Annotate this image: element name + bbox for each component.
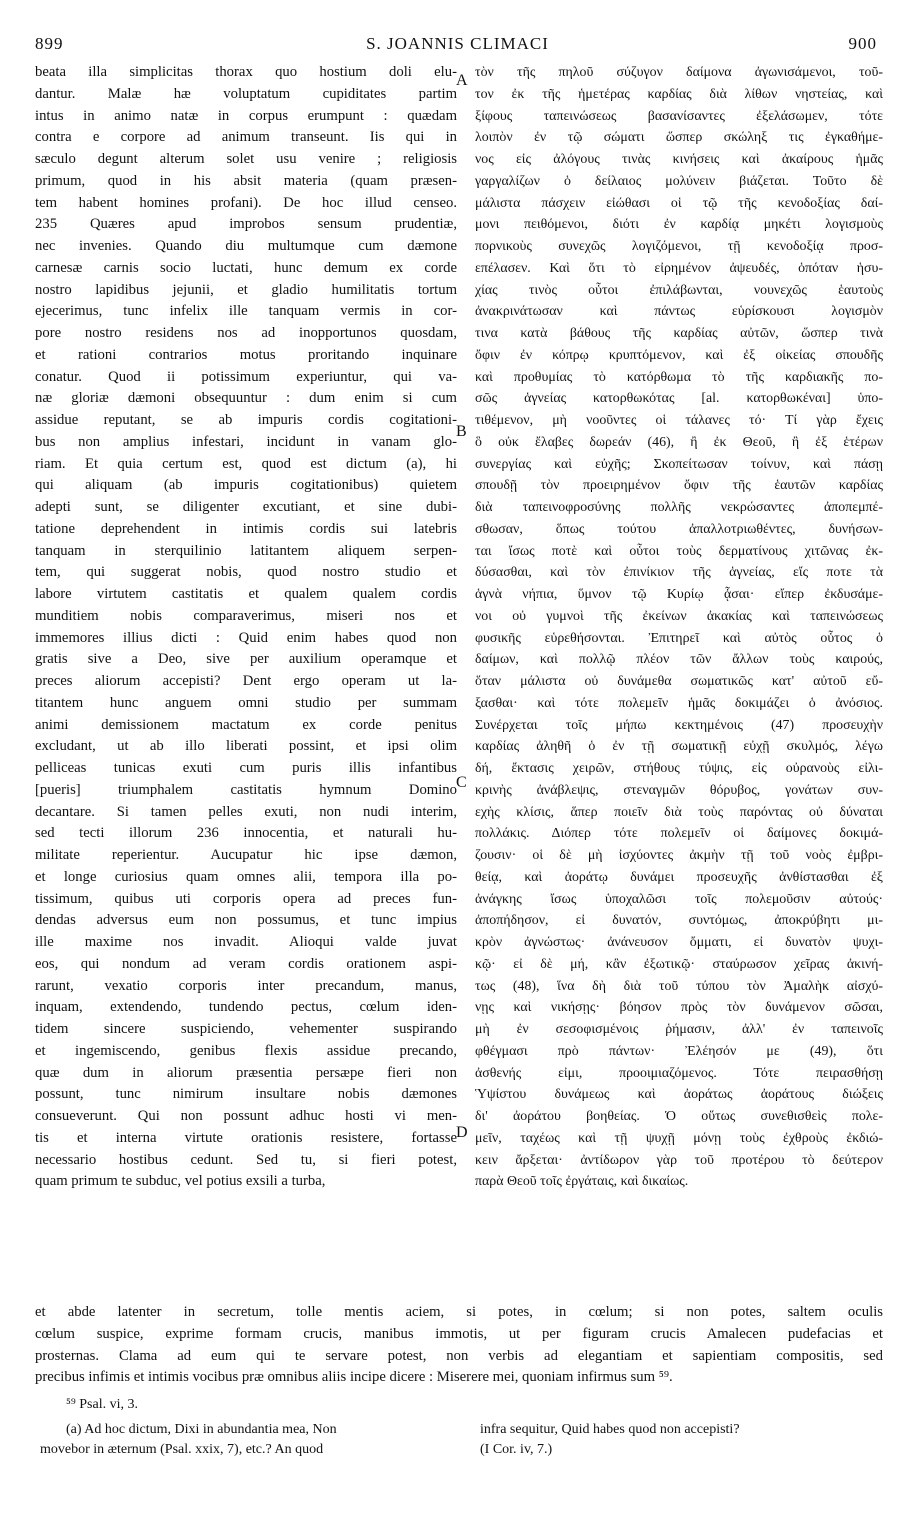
latin-text-line: sæculo degunt alterum solet usu venire ; religiosis xyxy=(35,151,457,167)
greek-text-line: καὶ προθυμίας τὸ κατόρθωμα τὸ τῆς καρδιακῆς πο- xyxy=(475,369,883,385)
latin-text-line: carnesæ carnis socio luctati, hunc demum ex corde xyxy=(35,259,457,276)
footnote-a-line: (a) Ad hoc dictum, Dixi in abundantia mea, Non xyxy=(66,1422,337,1437)
latin-text-line: tatione deprehendent in intimis cordis sui latebris xyxy=(35,520,457,537)
latin-text-line: nec invenies. Quando diu multumque cum dæmone xyxy=(35,238,457,254)
greek-text-line: ὅταν μάλιστα οὐ δυνάμεθα σωματικῶς κατ' αὐτοῦ εὔ- xyxy=(475,674,883,689)
footnote-psalm-reference: ⁵⁹ Psal. vi, 3. xyxy=(66,1397,138,1412)
latin-text-column xyxy=(35,62,457,1193)
greek-text-line: ζουσιν· οἱ δὲ μὴ ἰσχύοντες ἀκμὴν τῇ τοῦ νοὸς ἐμβρι- xyxy=(475,848,883,863)
greek-text-line: κῷ· εἰ δὲ μή, κἂν ἐξωτικῷ· σταύρωσον χεῖρας ἀκινή- xyxy=(475,956,883,972)
latin-text-line: contra e corpore ad animum transeunt. Iis qui in xyxy=(35,129,457,146)
latin-text-line: 235 Quæres apud improbos sensum prudentiæ, xyxy=(35,216,457,233)
greek-text-line: τον ἐκ τῆς ἡμετέρας καρδίας διὰ λίθων νηστείας, καὶ xyxy=(475,86,883,102)
greek-text-line: σπουδῇ τὸν προειρημένον ὄφιν τῆς ἑαυτῶν καρδίας xyxy=(475,478,883,494)
full-width-text-line: prosternas. Clama ad eum qui te servare potest, non verbis ad elegantiam et sapientiam compositis, sed xyxy=(35,1347,883,1364)
greek-text-line: παρὰ Θεοῦ τοῖς ἐργάταις, καὶ δικαίως. xyxy=(475,1174,689,1190)
greek-text-line: διὰ ταπεινοφροσύνης πολλῆς νεκρώσαντες ἀποπεμπέ- xyxy=(475,500,883,515)
latin-text-line: sed tecti illorum 236 innocentia, et naturali hu- xyxy=(35,825,457,842)
greek-text-line: χίας τινὸς οὗτοι ἐπιλάβωνται, νουνεχῶς ἑαυτοὺς xyxy=(475,282,883,298)
greek-text-line: μὴ ἐν σεσοφισμένοις ῥήμασιν, ἀλλ' ἐν ταπεινοῖς xyxy=(475,1022,883,1037)
latin-text-line: militate reperientur. Aucupatur hic ipse dæmon, xyxy=(35,847,457,863)
latin-text-line: immemores illius dicti : Quid enim habes quod non xyxy=(35,629,457,646)
latin-text-line: qui aliquam (ab impuris cogitationibus) quietem xyxy=(35,477,457,494)
greek-text-line: σθωσαν, ὅπως τούτου ἀπαλλοτριωθέντες, δυνήσων- xyxy=(475,521,883,537)
footnote-continuation-line: (I Cor. iv, 7.) xyxy=(480,1442,553,1457)
left-page-number: 899 xyxy=(35,34,64,53)
latin-text-line: tissimum, quibus uti corporis opera ad preces fun- xyxy=(35,890,457,907)
latin-text-line: ille maxime nos invadit. Alioqui valde juvat xyxy=(35,934,457,950)
greek-text-line: τινα κατὰ βάθους τῆς καρδίας αὐτῶν, ὥσπερ τινὰ xyxy=(475,326,883,341)
greek-text-line: κρὸν ἀγνώστως· ἀνάνευσον ὄμματι, εἰ δυνατὸν ψυχι- xyxy=(475,935,883,950)
greek-text-line: κειν ἄρξεται· ἀντίδωρον γὰρ τοῦ προτέρου τὸ δεύτερον xyxy=(475,1152,883,1168)
greek-text-line: ὃ οὐκ ἔλαβες δωρεάν (46), ἢ ἐκ Θεοῦ, ἢ ἐξ ἑτέρων xyxy=(475,434,883,450)
greek-text-line: συνεργίας καὶ εὐχῆς; Σκοπείτωσαν τοίνυν, καὶ πάσῃ xyxy=(475,456,883,472)
latin-text-line: riam. Et quia certum est, quod est dictum (a), hi xyxy=(35,455,457,472)
latin-text-line: et rationi contrarios motus proritando inquinare xyxy=(35,346,457,363)
latin-text-line: decantare. Si tamen pelles exuti, non nudi interim, xyxy=(35,803,457,820)
latin-text-line: eos, qui nondum ad veram cordis orationem aspi- xyxy=(35,955,457,972)
margin-letter-c: C xyxy=(456,774,467,791)
latin-text-line: labore virtutem castitatis et qualem qualem cordis xyxy=(35,586,457,602)
margin-letter-b: B xyxy=(456,423,467,440)
footnote-a-line: movebor in æternum (Psal. xxix, 7), etc.? An quod xyxy=(40,1442,324,1457)
greek-text-line: δαίμων, καὶ πολλῷ πλέον τῶν ἄλλων τοὺς καιρούς, xyxy=(475,652,883,668)
greek-text-line: πορνικοὺς συνεχῶς λογιζόμενοι, τῇ κενοδοξίᾳ προσ- xyxy=(475,239,883,254)
greek-text-line: νος εἰς ἀλόγους τινὰς κινήσεις καὶ ἀκαίρους ἡμᾶς xyxy=(475,152,883,167)
greek-text-line: ἀνάγκης ἴσως ὑποχαλῶσι τοῖς πολεμοῦσιν αὐτούς· xyxy=(475,891,883,907)
latin-text-line: et longe curiosius quam omnes alii, tempora illa po- xyxy=(35,868,457,885)
greek-text-line: καρδίας ἀληθῆ ὁ ἐν τῇ σωματικῇ εὐχῇ σκυλμός, λέγω xyxy=(475,739,883,755)
greek-text-line: τὸν τῆς πηλοῦ σύζυγον δαίμονα ἀγωνισάμενοι, τοῦ- xyxy=(475,65,883,80)
latin-text-line: excludant, ut ab illo liberati possint, et ipsi olim xyxy=(35,738,457,755)
greek-text-line: φυσικῆς εὑρεθήσονται. Ἐπιτηρεῖ καὶ αὐτὸς οὗτος ὁ xyxy=(475,630,883,646)
latin-text-line: animi demissionem mactatum ex corde penitus xyxy=(35,716,457,733)
greek-text-line: Συνέρχεται τοῖς μήπω κεκτημένοις (47) προσευχὴν xyxy=(475,717,883,733)
footnote-continuation-line: infra sequitur, Quid habes quod non accepisti? xyxy=(480,1422,740,1437)
full-width-text-line: precibus infimis et intimis vocibus præ omnibus aliis incipe dicere : Miserere mei, quoniam infirmus sum ⁵⁹. xyxy=(35,1369,673,1386)
latin-text-line: tem, qui suggerat nobis, quod nostro studio et xyxy=(35,564,457,581)
latin-text-line: tis et interna virtute orationis resistere, fortasse xyxy=(35,1129,457,1146)
latin-text-line: munditiem nobis comparaverimus, miseri nos et xyxy=(35,607,457,624)
greek-text-line: δή, ἔκτασις χειρῶν, στήθους τύψις, εἰς οὐρανοὺς εἰλι- xyxy=(475,761,883,776)
latin-text-line: quam primum te subduc, vel potius exsili a turba, xyxy=(35,1173,326,1190)
greek-text-line: λοιπὸν ἐν τῷ σώματι ὥσπερ σκώληξ τις ἐγκαθήμε- xyxy=(475,130,883,146)
latin-text-line: [pueris] triumphalem castitatis hymnum Domino xyxy=(35,781,457,798)
latin-text-line: assidue reputant, se ab impuris cordis cogitationi- xyxy=(35,412,457,428)
greek-text-line: νῃς καὶ νικήσῃς· βόησον πρὸς τὸν δυνάμενον σῶσαι, xyxy=(475,1000,883,1016)
greek-text-line: εχὴς κλίσις, ἅπερ ποιεῖν διὰ τοὺς παρόντας οὐ δύναται xyxy=(475,804,883,820)
latin-text-line: tanquam in sterquilinio latitantem aliquem serpen- xyxy=(35,542,457,559)
latin-text-line: beata illa simplicitas thorax quo hostium doli elu- xyxy=(35,64,457,80)
latin-text-line: inquam, extendendo, tundendo pectus, cœlum iden- xyxy=(35,999,457,1016)
greek-text-line: ἁγνὰ νήπια, ὕμνον τῷ Κυρίῳ ᾆσαι· εἴπερ ἐκδυσάμε- xyxy=(475,587,883,602)
greek-text-column xyxy=(475,62,883,1193)
latin-text-line: conatur. Quod ii potissimum experiuntur, qui va- xyxy=(35,368,457,385)
latin-text-line: necessario hostibus cedunt. Sed tu, si fieri potest, xyxy=(35,1151,457,1168)
margin-letter-a: A xyxy=(456,72,468,89)
latin-text-line: quæ dum in aliorum præsentia persæpe fieri non xyxy=(35,1064,457,1081)
full-width-latin-text xyxy=(35,1302,883,1389)
greek-text-line: σῶς ἁγνείας κατορθωκότας [al. κατορθωκέναι] ὑπο- xyxy=(475,391,883,407)
latin-text-line: pore nostro residens nos ad inopportunos quosdam, xyxy=(35,325,457,341)
greek-text-line: μονι πειθόμενοι, διότι ἐν καρδίᾳ μηκέτι λογισμοὺς xyxy=(475,217,883,233)
greek-text-line: Ὑψίστου δυνάμεως καὶ ἀοράτως ἀοράτους διώξεις xyxy=(475,1087,883,1103)
greek-text-line: ξασθαι· καὶ τότε πολεμεῖν ἡμᾶς δοκιμάζει ὁ ἀνόσιος. xyxy=(475,695,883,711)
latin-text-line: næ gloriæ dæmoni obsequuntur : dum enim si cum xyxy=(35,390,457,407)
right-page-number: 900 xyxy=(848,34,877,53)
greek-text-line: μάλιστα πάσχειν εἰώθασι οἱ τῷ τῆς κενοδοξίας δαί- xyxy=(475,195,883,211)
full-width-text-line: et abde latenter in secretum, tolle mentis aciem, si potes, in cœlum; si non potes, saltem oculis xyxy=(35,1304,883,1320)
latin-text-line: ejecerimus, tunc infelix ille tanquam vermis in cor- xyxy=(35,303,457,320)
greek-text-line: δι' ἀοράτου βοηθείας. Ὁ οὕτως συνεθισθεὶς πολε- xyxy=(475,1109,883,1124)
greek-text-line: ἀνακρινάτωσαν καὶ πάντως εὑρίσκουσι λογισμὸν xyxy=(475,304,883,320)
greek-text-line: ὄφιν ἐν κόπρῳ κρυπτόμενον, καὶ ἐξ οἰκείας σπουδῆς xyxy=(475,347,883,363)
greek-text-line: τιθέμενον, μὴ νοοῦντες οἱ τάλανες τό· Τί γὰρ ἔχεις xyxy=(475,413,883,428)
full-width-text-line: cœlum suspice, exprime formam crucis, manibus immotis, ut per figuram crucis Amalecen pudefacias et xyxy=(35,1325,883,1342)
latin-text-line: pelliceas tunicas exuti cum puris illis infantibus xyxy=(35,760,457,776)
greek-text-line: επέλασεν. Καὶ ὅτι τὸ εἰρημένον ἀψευδές, ὁπόταν ἡσυ- xyxy=(475,260,883,276)
latin-text-line: rarunt, vexatio corporis inter precandum, manus, xyxy=(35,977,457,994)
greek-text-line: θείᾳ, καὶ ἀοράτῳ δυνάμει προσευχῆς ἀνθίστασθαι ἐξ xyxy=(475,869,883,885)
greek-text-line: γαργαλίζων ὁ δείλαιος μολύνειν βιάζεται. Τοῦτο δὲ xyxy=(475,173,883,189)
running-title: S. JOANNIS CLIMACI xyxy=(366,34,549,53)
latin-text-line: gratis sive a Deo, sive per auxilium operamque et xyxy=(35,651,457,668)
latin-text-line: tidem sincere suspiciendo, vehementer suspirando xyxy=(35,1021,457,1037)
latin-text-line: primum, quod in his absit materia (quam præsen- xyxy=(35,172,457,189)
greek-text-line: δύσασθαι, καὶ τὸν ἐπινίκιον τῆς ἁγνείας, εἴς ποτε τὰ xyxy=(475,565,883,581)
greek-text-line: κρινὴς ἀνάβλεψις, στεναγμῶν θόρυβος, γονάτων συν- xyxy=(475,782,883,798)
latin-text-line: et ingemiscendo, genibus flexis assidue precando, xyxy=(35,1042,457,1059)
greek-text-line: πολλάκις. Διόπερ τότε πολεμεῖν οἱ δαίμονες δοκιμά- xyxy=(475,826,883,842)
greek-text-line: μεῖν, ταχέως καὶ τῇ ψυχῇ μόνῃ τοὺς ἐχθροὺς ἐκδιώ- xyxy=(475,1130,883,1146)
latin-text-line: possunt, tunc nimirum insultare nobis dæmones xyxy=(35,1086,457,1103)
greek-text-line: ἀσθενής εἰμι, προοιμιαζόμενος. Τότε πειρασθήσῃ xyxy=(475,1065,883,1081)
latin-text-line: intus in animo natæ in corpus erumpunt : quædam xyxy=(35,107,457,124)
greek-text-line: τως (48), ἵνα δὴ διὰ τοῦ τύπου τὸν Ἀμαλὴκ αἰσχύ- xyxy=(475,978,883,994)
greek-text-line: νοι οὐ γυμνοὶ τῆς ἐκείνων ἀκακίας καὶ ταπεινώσεως xyxy=(475,608,883,624)
latin-text-line: nostro lapidibus jejunii, et gladio humilitatis tortum xyxy=(35,281,457,298)
latin-text-line: consueverunt. Qui non possunt adhuc hosti vi men- xyxy=(35,1108,457,1124)
greek-text-line: ται ἴσως ποτὲ καὶ οὗτοι τοὺς δερματίνους χιτῶνας ἐκ- xyxy=(475,543,883,559)
latin-text-line: adepti sunt, se diligenter excutiant, et sine dubi- xyxy=(35,499,457,515)
latin-text-line: dendas adversus eum non possumus, et tunc impius xyxy=(35,912,457,929)
greek-text-line: φθέγμασι πρὸ πάντων· Ἐλέησόν με (49), ὅτι xyxy=(475,1043,883,1059)
latin-text-line: bus non amplius infestari, incidunt in vanam glo- xyxy=(35,433,457,450)
latin-text-line: dantur. Malæ hæ voluptatum cupiditates partim xyxy=(35,85,457,102)
greek-text-line: ξίφους ταπεινώσεως βασανίσαντες ἐξελάσωμεν, τότε xyxy=(475,108,883,124)
latin-text-line: titantem hunc anguem omni studio per summam xyxy=(35,694,457,711)
margin-letter-d: D xyxy=(456,1124,468,1141)
latin-text-line: tem habent homines profani). De hoc illud censeo. xyxy=(35,194,457,211)
latin-text-line: preces aliorum accepisti? Dent ergo operam ut la- xyxy=(35,673,457,689)
greek-text-line: ἀποπήδησον, εἰ δυνατόν, συντόμως, ἀποκρύβητι μι- xyxy=(475,913,883,929)
